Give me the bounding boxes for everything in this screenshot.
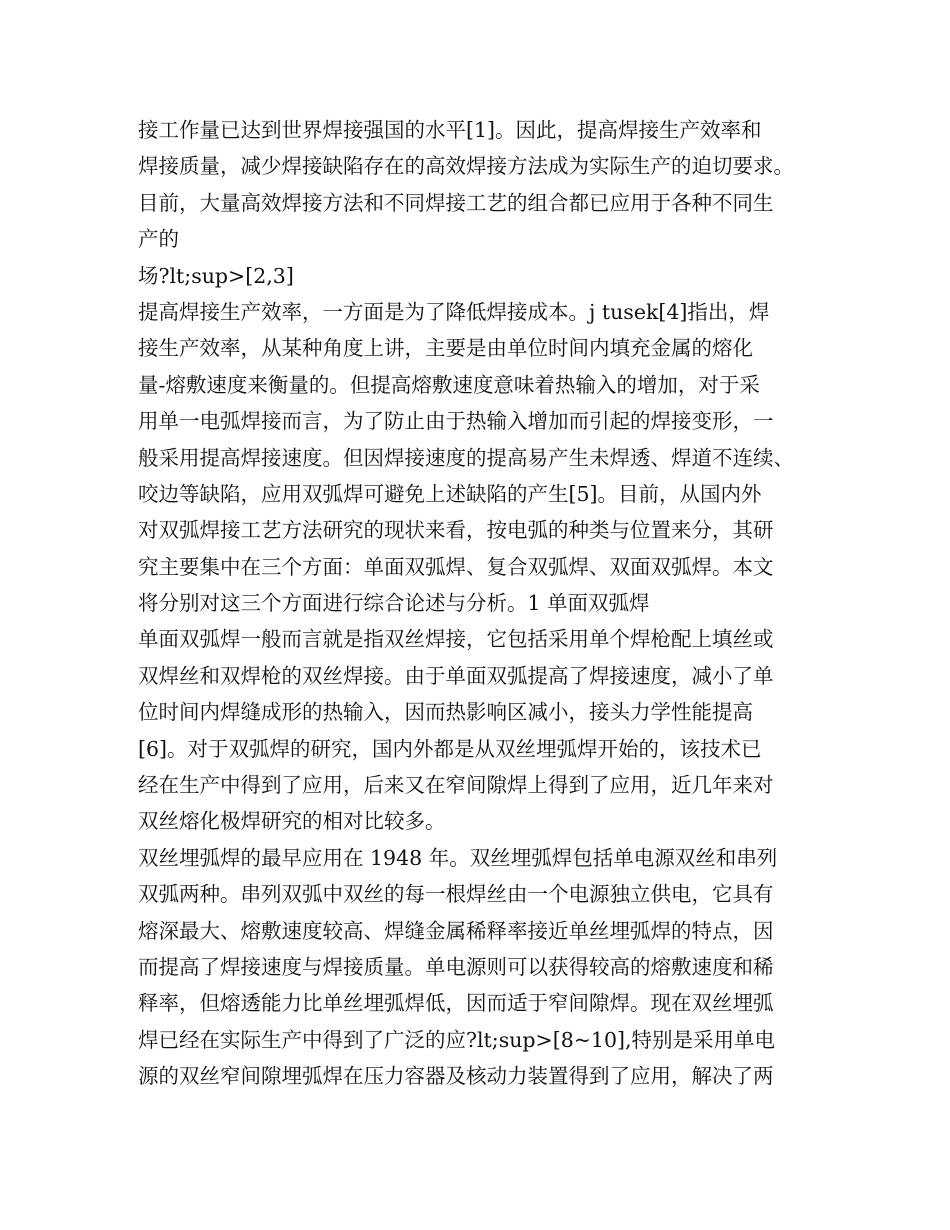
text-line: 焊接质量，减少焊接缺陷存在的高效焊接方法成为实际生产的迫切要求。: [138, 154, 794, 179]
body-text: [138, 112, 828, 1095]
text-line: 熔深最大、熔敷速度较高、焊缝金属稀释率接近单丝埋弧焊的特点，因: [138, 918, 774, 943]
text-line: 接生产效率，从某种角度上讲，主要是由单位时间内填充金属的熔化: [138, 336, 753, 361]
text-line: 双焊丝和双焊枪的双丝焊接。由于单面双弧提高了焊接速度，减小了单: [138, 663, 774, 688]
text-line: 量-熔敷速度来衡量的。但提高熔敷速度意味着热输入的增加，对于采: [138, 372, 760, 397]
text-line: 双弧两种。串列双弧中双丝的每一根焊丝由一个电源独立供电，它具有: [138, 882, 774, 907]
text-line: [6]。对于双弧焊的研究，国内外都是从双丝埋弧焊开始的，该技术已: [138, 736, 762, 761]
text-line: 产的: [138, 227, 179, 252]
text-line: 对双弧焊接工艺方法研究的现状来看，按电弧的种类与位置来分，其研: [138, 518, 774, 543]
text-line: 般采用提高焊接速度。但因焊接速度的提高易产生未焊透、焊道不连续、: [138, 445, 794, 470]
text-line: 将分别对这三个方面进行综合论述与分析。1 单面双弧焊: [138, 591, 650, 616]
text-line: 双丝埋弧焊的最早应用在 1948 年。双丝埋弧焊包括单电源双丝和串列: [138, 845, 778, 870]
text-line: 经在生产中得到了应用，后来又在窄间隙焊上得到了应用，近几年来对: [138, 773, 774, 798]
text-line: 咬边等缺陷，应用双弧焊可避免上述缺陷的产生[5]。目前，从国内外: [138, 481, 762, 506]
text-line: 场?lt;sup>[2,3]: [138, 263, 294, 288]
text-line: 用单一电弧焊接而言，为了防止由于热输入增加而引起的焊接变形，一: [138, 409, 774, 434]
text-line: 位时间内焊缝成形的热输入，因而热影响区减小，接头力学性能提高: [138, 700, 753, 725]
text-line: 释率，但熔透能力比单丝埋弧焊低，因而适于窄间隙焊。现在双丝埋弧: [138, 991, 774, 1016]
text-line: 源的双丝窄间隙埋弧焊在压力容器及核动力装置得到了应用，解决了两: [138, 1064, 774, 1089]
text-line: 提高焊接生产效率，一方面是为了降低焊接成本。j tusek[4]指出，焊: [138, 299, 770, 324]
text-line: 究主要集中在三个方面：单面双弧焊、复合双弧焊、双面双弧焊。本文: [138, 554, 774, 579]
text-line: 而提高了焊接速度与焊接质量。单电源则可以获得较高的熔敷速度和稀: [138, 954, 774, 979]
text-line: 单面双弧焊一般而言就是指双丝焊接，它包括采用单个焊枪配上填丝或: [138, 627, 774, 652]
text-line: 焊已经在实际生产中得到了广泛的应?lt;sup>[8~10],特别是采用单电: [138, 1027, 776, 1052]
text-line: 目前，大量高效焊接方法和不同焊接工艺的组合都已应用于各种不同生: [138, 190, 774, 215]
text-line: 双丝熔化极焊研究的相对比较多。: [138, 809, 446, 834]
text-line: 接工作量已达到世界焊接强国的水平[1]。因此，提高焊接生产效率和: [138, 118, 762, 142]
